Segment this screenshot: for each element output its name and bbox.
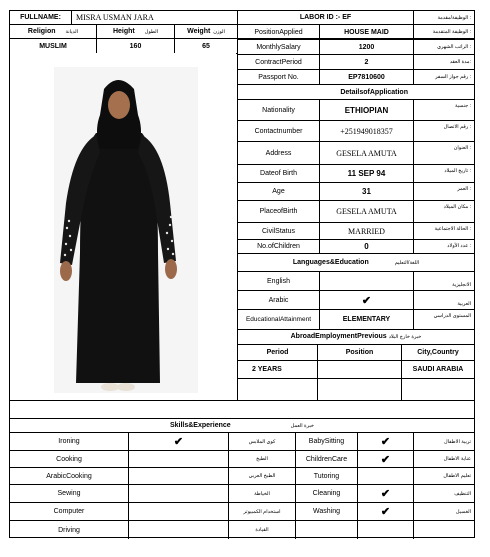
education-label-ar: المستوى الدراسي: [433, 313, 471, 319]
skill-empty-cell: [296, 521, 358, 539]
abroad-header: [238, 329, 474, 344]
fullname-label: FULLNAME:: [10, 11, 72, 24]
field-value: 2: [320, 55, 414, 69]
skill-label: Driving: [10, 521, 129, 539]
detail-row: [238, 201, 474, 223]
skill-check: ✔: [358, 485, 414, 502]
languages-title-ar: اللغة/التعليم: [394, 259, 420, 266]
field-row: [238, 55, 474, 70]
skill-row: [10, 485, 474, 503]
religion-label: Religion: [27, 28, 56, 35]
detail-label-ar: عدد الأولاد :: [447, 243, 471, 249]
skill-label: Tutoring: [296, 468, 358, 484]
skills-header-row: [10, 419, 474, 433]
detail-value: 0: [320, 240, 414, 253]
skills-spacer-row: [10, 401, 474, 419]
form-label-ar: الوظيفة/مقدمة :: [437, 14, 471, 21]
languages-title: Languages&Education: [292, 259, 369, 266]
details-header: DetailsofApplication: [340, 88, 408, 96]
detail-value: 11 SEP 94: [320, 165, 414, 182]
field-label-ar: الراتب الشهري :: [437, 44, 471, 50]
abroad-data-row: [238, 361, 474, 379]
skill-label: ChildrenCare: [296, 451, 358, 467]
detail-value: GESELA AMUTA: [320, 201, 414, 222]
skill-check: ✔: [358, 503, 414, 520]
detail-row: [238, 223, 474, 240]
language-label: English: [238, 272, 320, 290]
detail-label: Age: [238, 183, 320, 200]
abroad-empty-cell: [402, 379, 474, 400]
skill-empty-cell: [358, 521, 414, 539]
detail-row: [238, 142, 474, 165]
skill-label: Sewing: [10, 485, 129, 502]
detail-row: [238, 240, 474, 254]
education-label: EducationalAttainment: [238, 310, 320, 329]
height-label-ar: الطول: [144, 28, 158, 35]
skills-title-ar: خبرة العمل: [290, 422, 315, 429]
abroad-title: AbroadEmploymentPrevious: [290, 333, 387, 340]
field-label: ContractPeriod: [238, 55, 320, 69]
skill-label-ar: الطبخ العربي: [229, 468, 296, 484]
skill-check: [129, 451, 229, 467]
skill-check: ✔: [358, 451, 414, 467]
skill-label-ar: عناية الاطفال: [443, 456, 471, 462]
field-row: [238, 25, 474, 40]
detail-label-ar: العنوان :: [453, 145, 471, 151]
field-label-ar: رقم جواز السفر :: [435, 74, 471, 80]
detail-label-ar: الحالة الاجتماعية :: [434, 226, 471, 232]
field-label-ar: الوظيفة المتقدمة :: [432, 29, 471, 35]
skill-label-ar: الخياطة: [229, 485, 296, 502]
field-label: Passport No.: [238, 70, 320, 84]
education-row: [238, 310, 474, 330]
skill-row: [10, 451, 474, 468]
detail-label: CivilStatus: [238, 223, 320, 239]
abroad-country: SAUDI ARABIA: [412, 366, 464, 373]
skill-label: Computer: [10, 503, 129, 520]
field-row: [238, 40, 474, 55]
religion-value: MUSLIM: [10, 39, 97, 53]
skill-label: Cooking: [10, 451, 129, 467]
detail-value: ETHIOPIAN: [320, 100, 414, 120]
skill-label-ar: الغسيل: [455, 508, 471, 515]
skill-row: [10, 521, 474, 539]
skill-label-ar: الطبخ: [229, 451, 296, 467]
detail-label-ar: العمر :: [457, 186, 471, 192]
skill-row: [10, 433, 474, 451]
language-check: ✔: [320, 291, 414, 309]
field-label: MonthlySalary: [238, 40, 320, 54]
detail-row: [238, 165, 474, 183]
skill-label: Ironing: [10, 433, 129, 450]
photo-frame: [10, 53, 238, 401]
skill-label-ar: تعليم الاطفال: [443, 473, 471, 479]
skill-row: [10, 468, 474, 485]
skills-title: Skills&Experience: [169, 422, 231, 429]
abroad-header-row: [238, 329, 474, 345]
detail-label-ar: جنسية :: [454, 103, 471, 109]
detail-value: 31: [320, 183, 414, 200]
abroad-empty-row: [238, 379, 474, 401]
field-label: PositionApplied: [238, 25, 320, 39]
detail-label: No.ofChildren: [238, 240, 320, 253]
skill-check: [129, 485, 229, 502]
languages-header-row: [238, 254, 474, 272]
detail-label-ar: مكان الميلاد :: [443, 204, 471, 210]
weight-header: [175, 25, 238, 38]
height-header: [97, 25, 175, 38]
abroad-empty-cell: [238, 379, 318, 400]
education-value: ELEMENTARY: [320, 310, 414, 329]
weight-value: 65: [175, 39, 238, 53]
skill-check: ✔: [358, 433, 414, 450]
skill-check: [129, 521, 229, 539]
detail-row: [238, 100, 474, 121]
skill-label-ar: التنظيف: [454, 490, 471, 497]
fullname-value: MISRA USMAN JARA: [72, 11, 238, 24]
detail-row: [238, 121, 474, 142]
religion-label-ar: الديانة: [65, 28, 79, 35]
detail-value: MARRIED: [320, 223, 414, 239]
language-row: [238, 291, 474, 310]
skill-label-ar: القيادة: [229, 521, 296, 539]
detail-value: GESELA AMUTA: [320, 142, 414, 164]
language-label-ar: الانجليزية: [452, 282, 471, 288]
detail-label: Nationality: [238, 100, 320, 120]
skill-check: ✔: [129, 433, 229, 450]
height-label: Height: [112, 28, 135, 35]
skill-label: Washing: [296, 503, 358, 520]
header-row: [10, 11, 474, 25]
weight-label: Weight: [187, 28, 211, 35]
detail-label-ar: تاريخ الميلاد :: [444, 168, 471, 174]
field-label-ar: مدة العقد:: [449, 59, 471, 65]
field-row: [238, 70, 474, 85]
detail-label: Contactnumber: [238, 121, 320, 141]
skill-row: [10, 503, 474, 521]
skill-label-ar: كوي الملابس: [229, 433, 296, 450]
detail-label: PlaceofBirth: [238, 201, 320, 222]
applicant-photo: [10, 53, 236, 399]
height-value: 160: [97, 39, 175, 53]
abroad-col-position: Position: [318, 345, 402, 360]
field-value: 1200: [320, 40, 414, 54]
skill-check: [129, 503, 229, 520]
skill-label: ArabicCooking: [10, 468, 129, 484]
labor-id: LABOR ID :- EF: [238, 11, 414, 24]
skill-label: Cleaning: [296, 485, 358, 502]
abroad-period: 2 YEARS: [238, 361, 318, 378]
detail-row: [238, 183, 474, 201]
language-label-ar: العربية: [457, 301, 471, 307]
abroad-position: [318, 361, 402, 378]
abroad-col-row: [238, 345, 474, 361]
details-header-row: [238, 85, 474, 100]
field-value: EP7810600: [320, 70, 414, 84]
skill-check: [358, 468, 414, 484]
detail-label: Address: [238, 142, 320, 164]
abroad-empty-cell: [318, 379, 402, 400]
language-row: [238, 272, 474, 291]
skills-header: [10, 419, 474, 432]
detail-label: Dateof Birth: [238, 165, 320, 182]
abroad-title-ar: خبرة خارج البلاد: [388, 333, 422, 340]
skill-label: BabySitting: [296, 433, 358, 450]
religion-header: [10, 25, 97, 38]
abroad-col-period: Period: [238, 345, 318, 360]
language-label: Arabic: [238, 291, 320, 309]
language-check: [320, 272, 414, 290]
detail-value: +251949018357: [320, 121, 414, 141]
skill-label-ar: تربية الاطفال: [443, 438, 471, 445]
weight-label-ar: الوزن: [213, 28, 225, 35]
field-value: HOUSE MAID: [320, 25, 414, 39]
application-form: [9, 10, 475, 538]
detail-label-ar: رقم الاتصال :: [443, 124, 471, 130]
skill-label-ar: استخدام الكمبيوتر: [229, 503, 296, 520]
languages-header: [238, 254, 474, 271]
abroad-col-country: City,Country: [417, 349, 459, 356]
skill-check: [129, 468, 229, 484]
